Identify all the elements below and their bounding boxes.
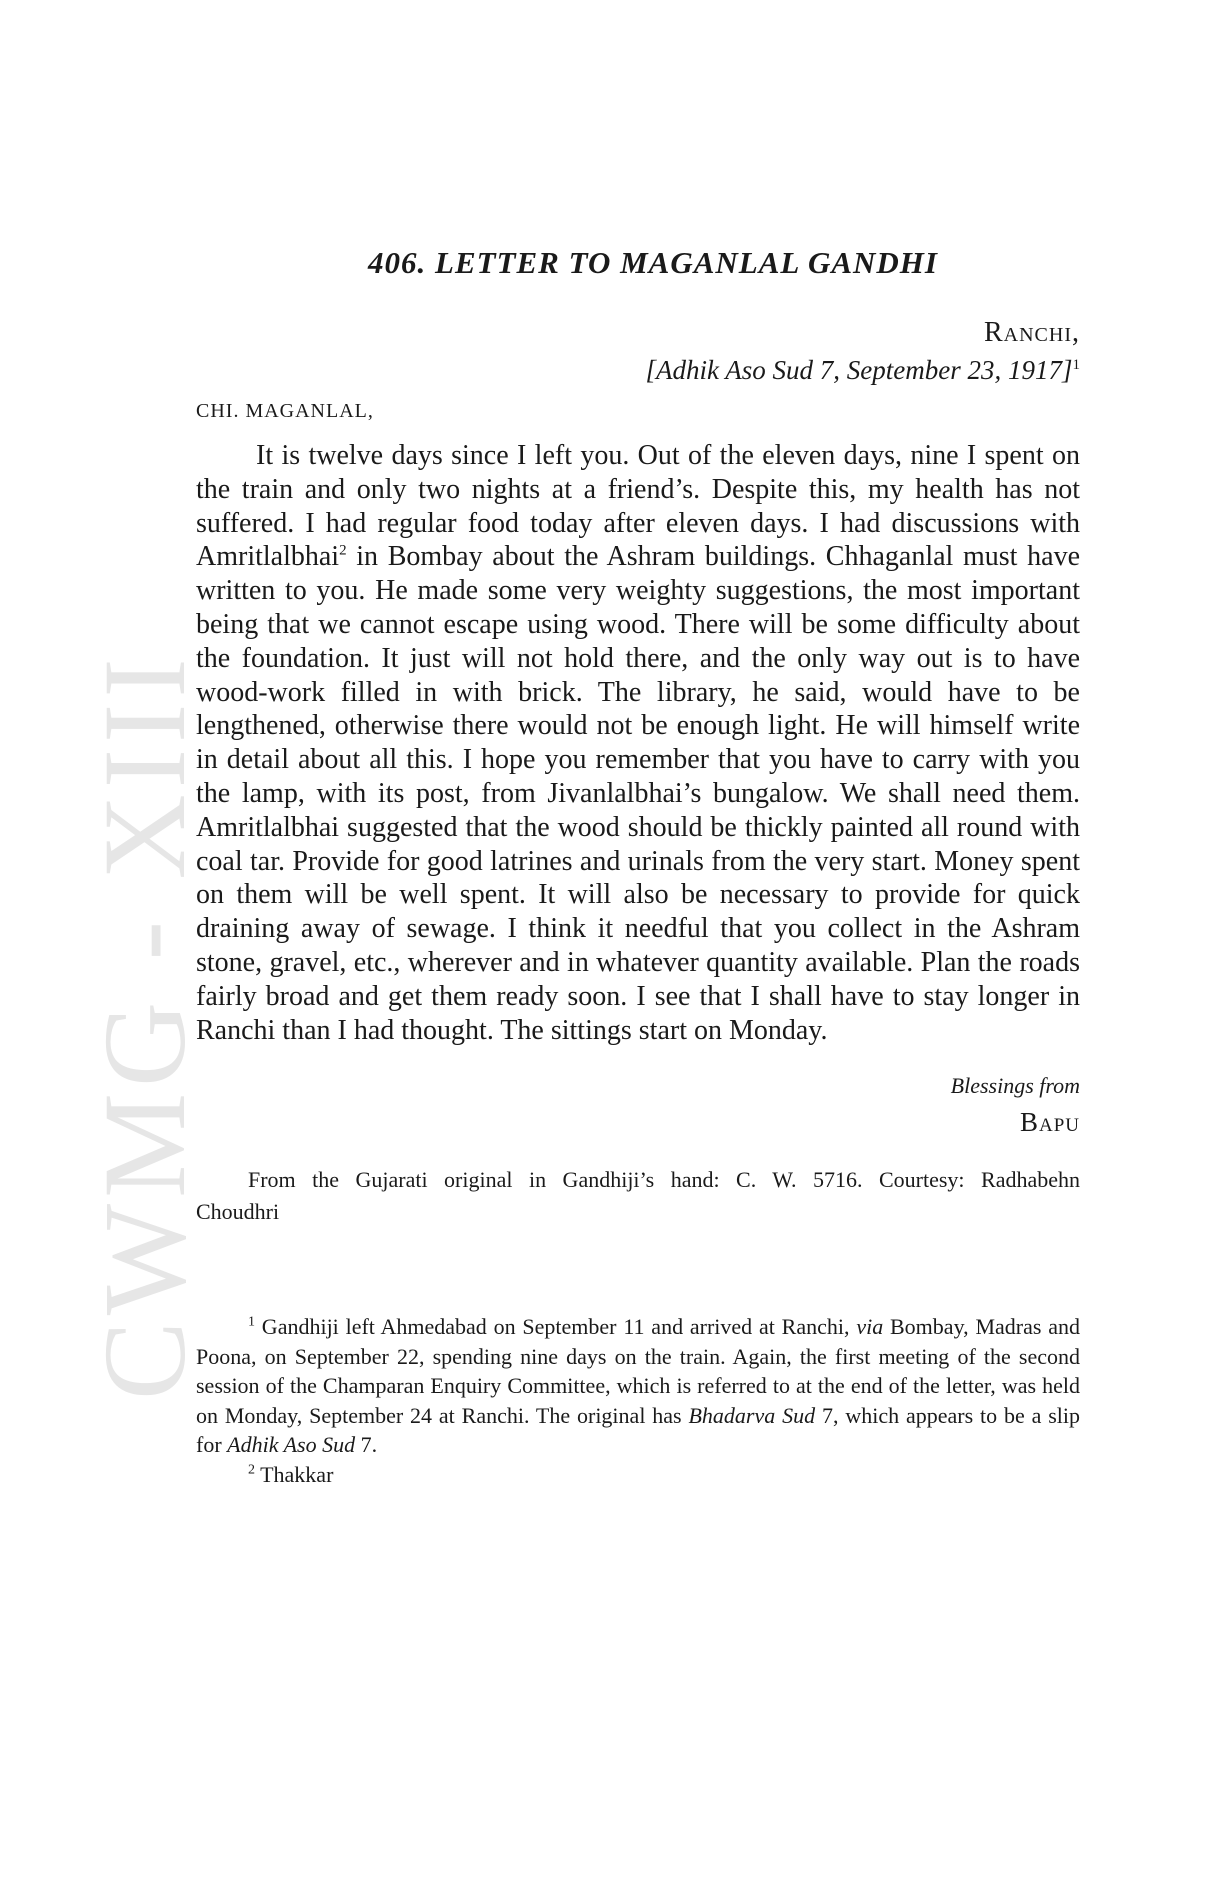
- footnote-text: Gandhiji left Ahmedabad on September 11 and arrived at Ranchi,: [255, 1314, 857, 1340]
- letter-closing: Blessings from: [950, 1073, 1080, 1099]
- letter-body-part2: in Bombay about the Ashram buildings. Chhaganlal must have written to you. He made some very weighty suggestions, the most important being that we cannot escape using wood. There will be some difficulty about the foundation. It just will not hold there, and the only way out is to have wood-work filled in with brick. The library, he said, would have to be lengthened, otherwise there would not be enough light. He will himself write in detail about all this. I hope you remember that you have to carry with you the lamp, with its post, from Jivanlalbhai’s bungalow. We shall need them. Amritlalbhai suggested that the wood should be thickly painted all round with coal tar. Provide for good latrines and urinals from the very start. Money spent on them will be well spent. It will also be necessary to provide for quick draining away of sewage. I think it needful that you collect in the Ashram stone, gravel, etc., wherever and in whatever quantity available. Plan the roads fairly broad and get them ready soon. I see that I shall have to stay longer in Ranchi than I had thought. The sittings start on Monday.: [196, 541, 1080, 1046]
- document-page: [196, 245, 1080, 1489]
- footnote-text: Bombay, Madras and Poona, on September 22, spending nine days on the train. Again, the first meeting of the second session of the Champaran Enquiry Committee, which is referred to at the end of the letter, was held on Monday, September 24 at Ranchi. The original has: [196, 1314, 1080, 1428]
- footnote-italic: Adhik Aso Sud: [227, 1432, 356, 1458]
- footnote-italic: via: [856, 1314, 884, 1340]
- letter-signature: Bapu: [1019, 1107, 1080, 1138]
- letter-body: [196, 439, 1080, 1047]
- footnote-marker: 1: [248, 1315, 255, 1331]
- footnote-italic: Bhadarva Sud: [688, 1402, 816, 1428]
- letter-salutation: CHI. MAGANLAL,: [196, 400, 374, 422]
- document-title: 406. LETTER TO MAGANLAL GANDHI: [368, 245, 938, 280]
- letter-date-text: [Adhik Aso Sud 7, September 23, 1917]: [645, 355, 1073, 385]
- footnotes: [196, 1312, 1080, 1489]
- footnote-ref-2: 2: [339, 543, 347, 560]
- footnote-marker: 2: [248, 1462, 255, 1478]
- letter-place: Ranchi,: [983, 317, 1080, 348]
- watermark: CWMG - XIII: [79, 652, 210, 1400]
- footnote-2: [196, 1460, 1080, 1490]
- footnote-text: 7, which appears to be a slip for: [196, 1402, 1081, 1458]
- footnote-ref-1: 1: [1072, 357, 1080, 373]
- letter-body-part1: It is twelve days since I left you. Out of the eleven days, nine I spent on the train and only two nights at a friend’s. Despite this, my health has not suffered. I had regular food today after eleven days. I had discussions with Amritlalbhai: [196, 440, 1080, 573]
- footnote-text: Thakkar: [255, 1461, 334, 1487]
- source-note: From the Gujarati original in Gandhiji’s hand: C. W. 5716. Courtesy: Radhabehn Choudhri: [196, 1167, 1080, 1225]
- letter-date: [196, 355, 1080, 386]
- footnote-1: [196, 1312, 1080, 1460]
- footnote-text: 7.: [355, 1432, 378, 1458]
